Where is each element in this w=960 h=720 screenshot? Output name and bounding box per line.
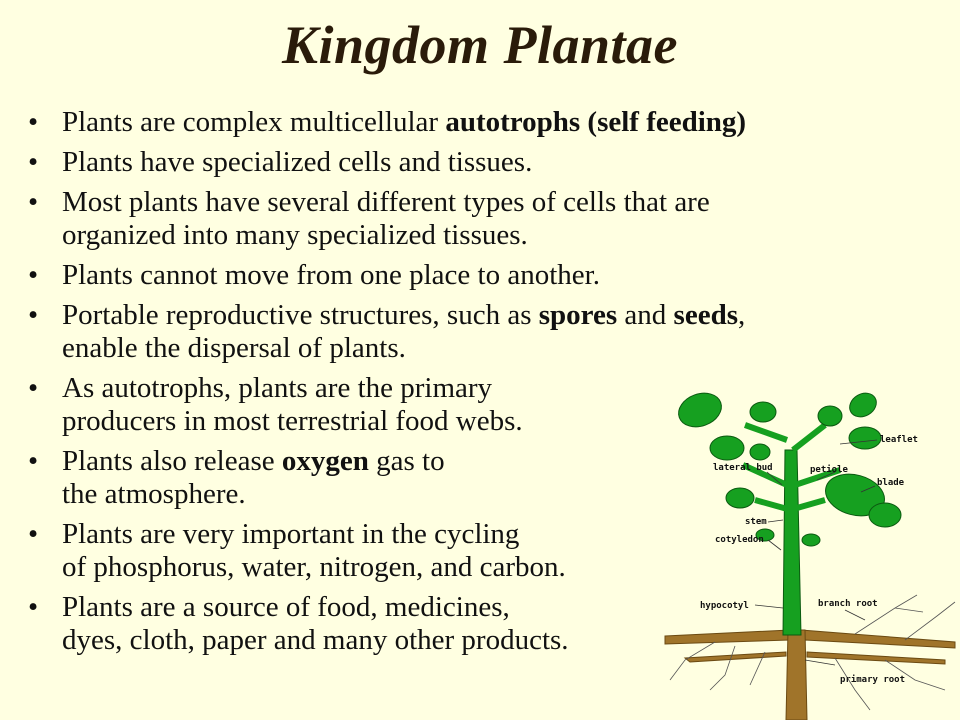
bullet-item: • Plants are complex multicellular autotrophs (self feeding) (28, 106, 747, 138)
label-branch-root: branch root (818, 599, 878, 609)
root-system (665, 628, 955, 720)
bullet-dot: • (28, 445, 39, 477)
stem (783, 450, 801, 635)
label-stem: stem (745, 517, 767, 527)
label-hypocotyl: hypocotyl (700, 601, 749, 611)
bullet-dot: • (28, 372, 39, 404)
bullet-item: • Plants cannot move from one place to another. (28, 259, 600, 291)
label-primary-root: primary root (840, 675, 906, 685)
label-blade: blade (877, 478, 905, 488)
label-leaflet: leaflet (880, 435, 918, 445)
label-cotyledon: cotyledon (715, 535, 764, 545)
plant-anatomy-diagram (655, 390, 960, 720)
bullet-item: • Most plants have several different types of cells that are organized into many specialized tissues. (28, 186, 710, 251)
bullet-dot: • (28, 146, 39, 178)
bullet-item: • Plants also release oxygen gas to the atmosphere. (28, 445, 445, 510)
bullet-item: • As autotrophs, plants are the primary producers in most terrestrial food webs. (28, 372, 523, 437)
bullet-dot: • (28, 518, 39, 550)
slide-title: Kingdom Plantae (281, 15, 679, 75)
bullet-dot: • (28, 299, 39, 331)
label-petiole: petiole (810, 465, 848, 475)
bullet-item: • Plants have specialized cells and tissues. (28, 146, 533, 178)
label-lateral-bud: lateral bud (713, 463, 773, 473)
bullet-item: • Portable reproductive structures, such as spores and seeds, enable the dispersal of plants. (28, 299, 746, 364)
bullet-dot: • (28, 591, 39, 623)
bullet-dot: • (28, 259, 39, 291)
bullet-item: • Plants are a source of food, medicines, dyes, cloth, paper and many other products. (28, 591, 569, 656)
bullet-dot: • (28, 186, 39, 218)
bullet-dot: • (28, 106, 39, 138)
bullet-item: • Plants are very important in the cycling of phosphorus, water, nitrogen, and carbon. (28, 518, 566, 583)
